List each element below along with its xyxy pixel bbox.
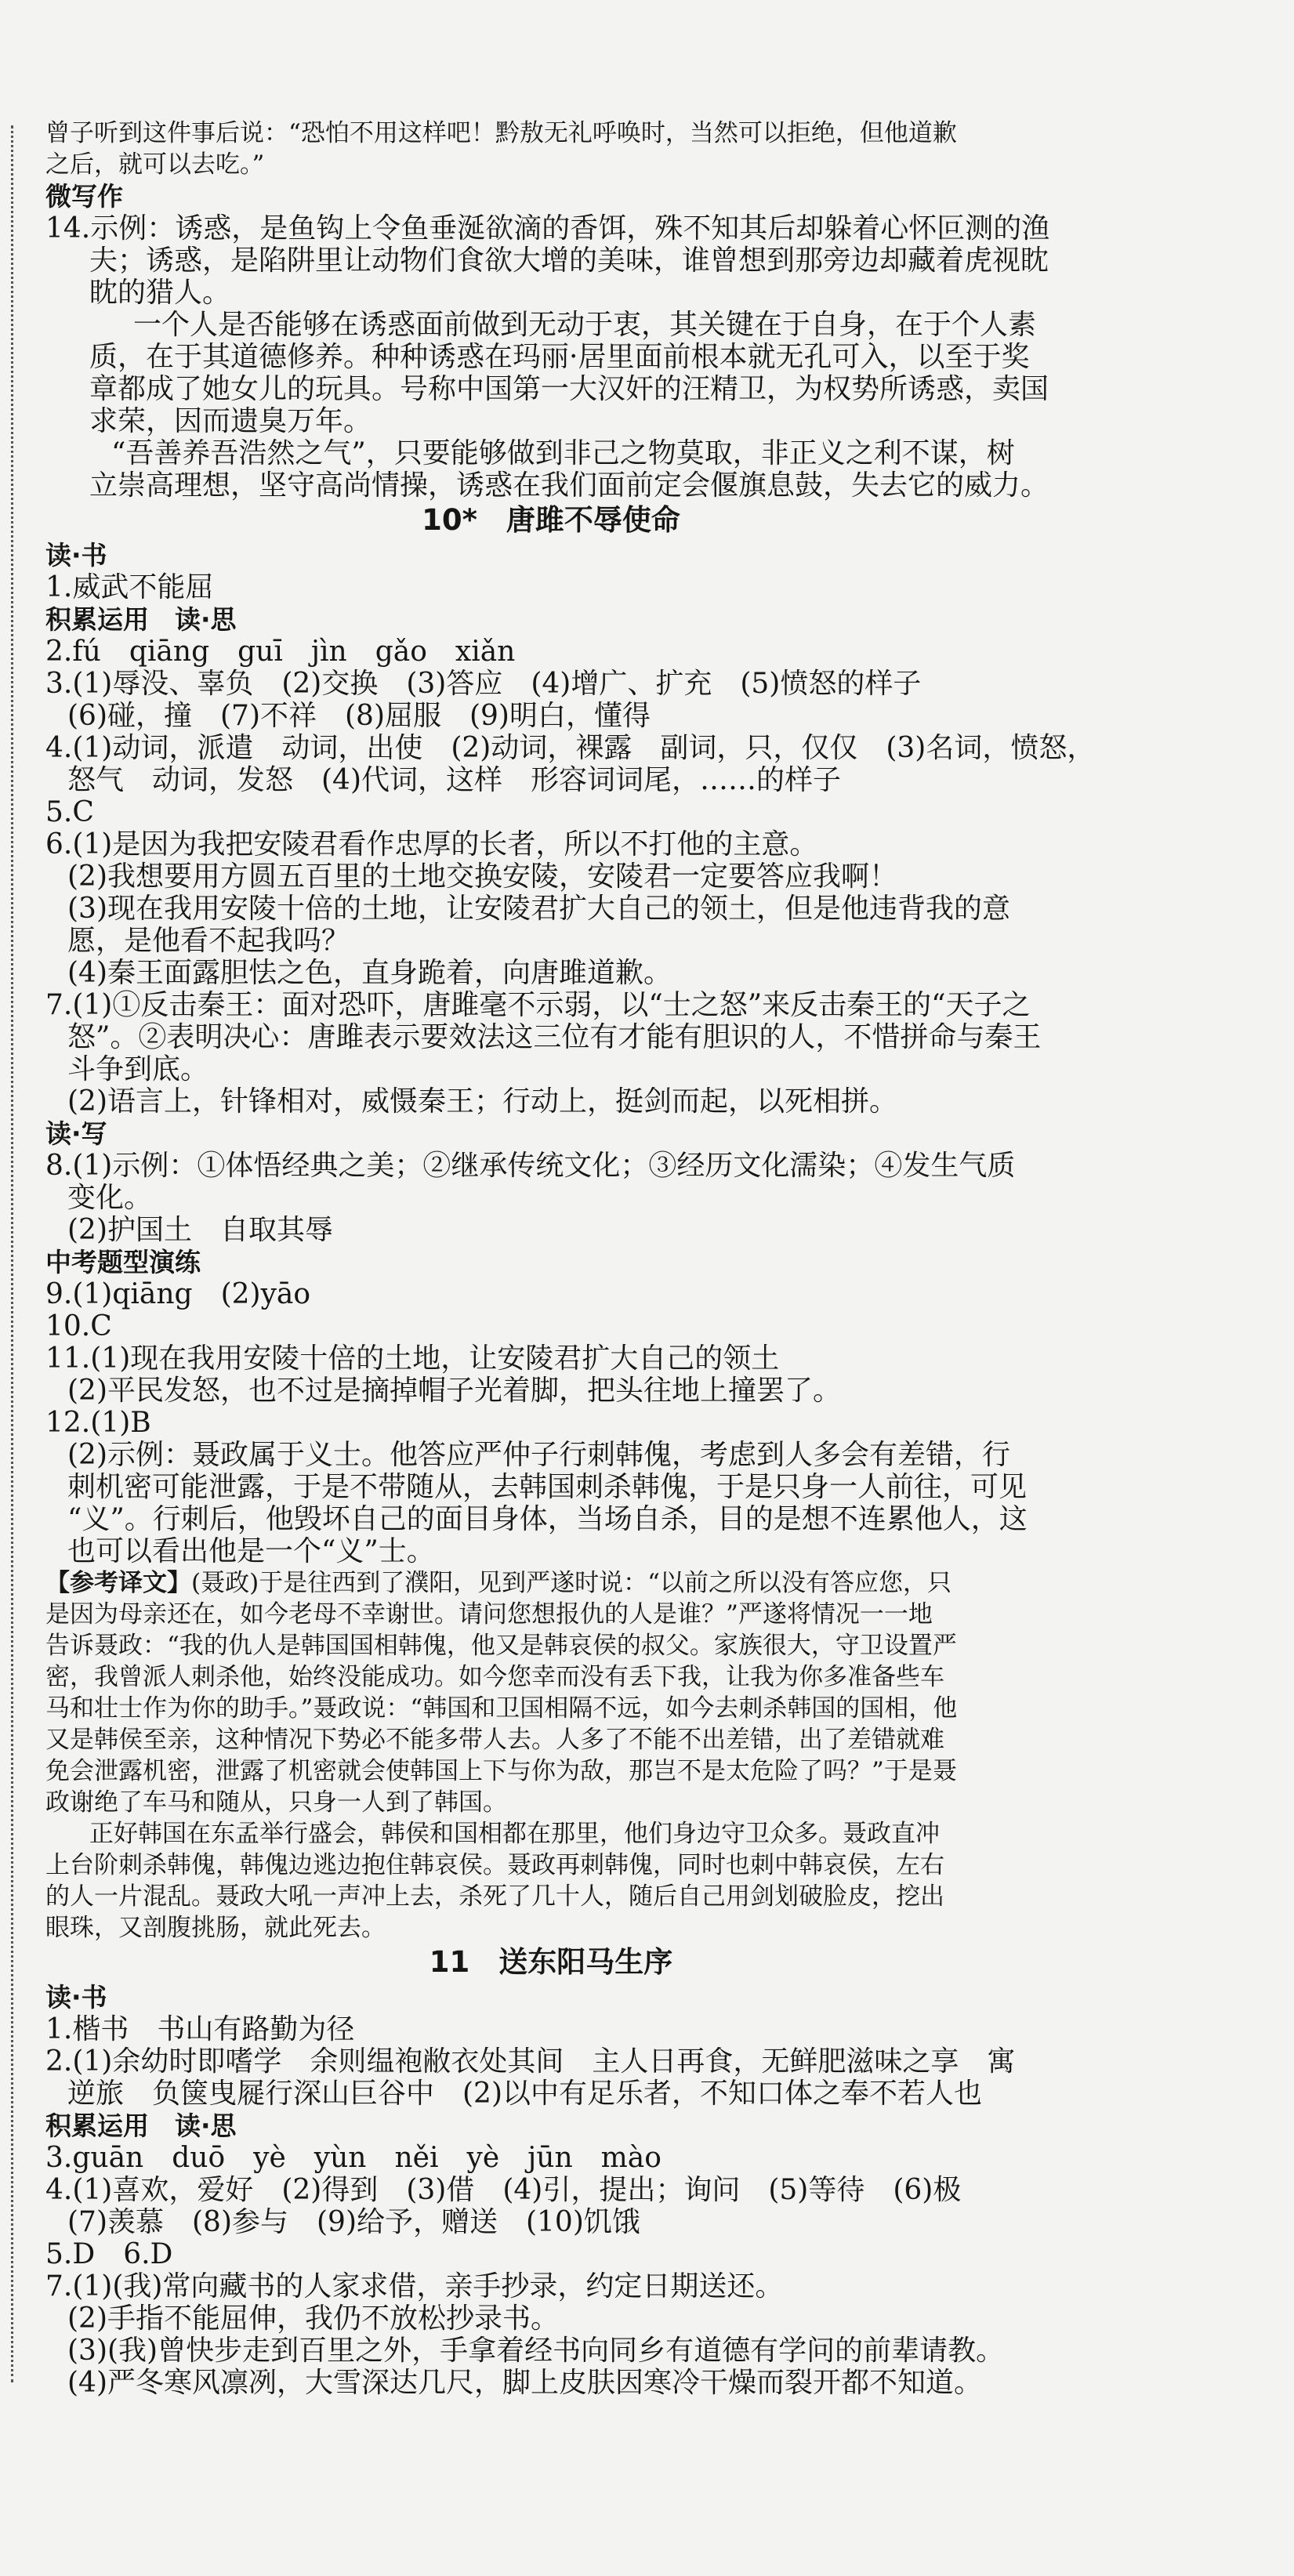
text-line: 怒”。②表明决心：唐雎表示要效法这三位有才能有胆识的人，不惜拼命与秦王: [67, 1021, 1042, 1053]
text-line: 怒气 动词，发怒 (4)代词，这样 形容词词尾，……的样子: [67, 764, 841, 796]
text-line: (2)手指不能屈伸，我仍不放松抄录书。: [67, 2302, 559, 2335]
text-line: 眼珠，又剖腹挑肠，就此死去。: [45, 1914, 386, 1942]
text-line: 曾子听到这件事后说：“恐怕不用这样吧！黔敖无礼呼唤时，当然可以拒绝，但他道歉: [45, 119, 957, 147]
text-line: (2)平民发怒，也不过是摘掉帽子光着脚，把头往地上撞罢了。: [67, 1375, 841, 1407]
text-line: 愿，是他看不起我吗？: [67, 925, 350, 957]
text-line: 4.(1)动词，派遣 动词，出使 (2)动词，裸露 副词，只，仅仅 (3)名词，愤怒，: [45, 732, 1096, 764]
text-line: 变化。: [67, 1182, 153, 1214]
text-line: 章都成了她女儿的玩具。号称中国第一大汉奸的汪精卫，为权势所诱惑，卖国: [89, 373, 1049, 405]
text-line: “义”。行刺后，他毁坏自己的面目身体，当场自杀，目的是想不连累他人，这: [67, 1503, 1028, 1535]
text-line: 8.(1)示例：①体悟经典之美；②继承传统文化；③经历文化濡染；④发生气质: [45, 1150, 1016, 1182]
text-line: (2)示例：聂政属于义士。他答应严仲子行刺韩傀，考虑到人多会有差错，行: [67, 1439, 1010, 1471]
text-line: 也可以看出他是一个“义”士。: [67, 1535, 435, 1567]
text-line: 1.威武不能屈: [45, 571, 214, 603]
text-line: 1.楷书 书山有路勤为径: [45, 2013, 355, 2045]
text-line: 9.(1)qiāng (2)yāo: [45, 1278, 311, 1310]
answer-content: [45, 118, 1096, 2399]
text-line: 一个人是否能够在诱惑面前做到无动于衷，其关键在于自身，在于个人素: [133, 309, 1037, 341]
lesson-title: 10* 唐雎不辱使命: [422, 503, 680, 537]
text-line: 告诉聂政：“我的仇人是韩国国相韩傀，他又是韩哀侯的叔父。家族很大，守卫设置严: [45, 1632, 957, 1660]
text-line: (3)现在我用安陵十倍的土地，让安陵君扩大自己的领土，但是他违背我的意: [67, 893, 1010, 925]
text-line: 12.(1)B: [45, 1407, 151, 1439]
text-line: 眈的猎人。: [89, 277, 231, 309]
text-line: 上台阶刺杀韩傀，韩傀边逃边抱住韩哀侯。聂政再刺韩傀，同时也刺中韩哀侯，左右: [45, 1851, 944, 1879]
text-line: 求荣，因而遗臭万年。: [89, 405, 372, 437]
text-line: “吾善养吾浩然之气”，只要能够做到非己之物莫取，非正义之利不谋，树: [111, 437, 1015, 469]
text-line: 政谢绝了车马和随从，只身一人到了韩国。: [45, 1788, 507, 1817]
text-line: 3.(1)辱没、辜负 (2)交换 (3)答应 (4)增广、扩充 (5)愤怒的样子: [45, 668, 922, 700]
section-heading: 读·书: [45, 1982, 107, 2013]
text-line: 夫；诱惑，是陷阱里让动物们食欲大增的美味，谁曾想到那旁边却藏着虎视眈: [89, 245, 1049, 277]
text-line: 7.(1)(我)常向藏书的人家求借，亲手抄录，约定日期送还。: [45, 2270, 784, 2302]
section-heading: 读·写: [45, 1118, 107, 1149]
text-line: 质，在于其道德修养。种种诱惑在玛丽·居里面前根本就无孔可入，以至于奖: [89, 341, 1030, 373]
text-line: 2.(1)余幼时即嗜学 余则缊袍敝衣处其间 主人日再食，无鲜肥滋味之享 寓: [45, 2045, 1016, 2078]
section-heading: 积累运用 读·思: [45, 604, 237, 635]
text-line: 是因为母亲还在，如今老母不幸谢世。请问您想报仇的人是谁？”严遂将情况一一地: [45, 1600, 933, 1629]
text-line: 之后，就可以去吃。”: [45, 150, 265, 179]
text-line: 的人一片混乱。聂政大吼一声冲上去，杀死了几十人，随后自己用剑划破脸皮，挖出: [45, 1882, 944, 1911]
section-heading: 中考题型演练: [45, 1247, 201, 1277]
text-line: (6)碰，撞 (7)不祥 (8)屈服 (9)明白，懂得: [67, 700, 651, 732]
text-line: 14.示例：诱惑，是鱼钩上令鱼垂涎欲滴的香饵，殊不知其后却躲着心怀叵测的渔: [45, 212, 1050, 245]
text-line: (2)语言上，针锋相对，威慑秦王；行动上，挺剑而起，以死相拼。: [67, 1085, 897, 1118]
text-line: (7)羡慕 (8)参与 (9)给予，赠送 (10)饥饿: [67, 2206, 640, 2238]
text-line: 6.(1)是因为我把安陵君看作忠厚的长者，所以不打他的主意。: [45, 828, 818, 860]
lesson-title: 11 送东阳马生序: [429, 1945, 673, 1979]
text-line: 马和壮士作为你的助手。”聂政说：“韩国和卫国相隔不远，如今去刺杀韩国的国相，他: [45, 1694, 958, 1723]
text-line: (4)秦王面露胆怯之色，直身跪着，向唐雎道歉。: [67, 957, 672, 989]
section-heading: 积累运用 读·思: [45, 2110, 237, 2141]
text-line: 正好韩国在东孟举行盛会，韩侯和国相都在那里，他们身边守卫众多。聂政直冲: [89, 1820, 940, 1848]
text-line: 免会泄露机密，泄露了机密就会使韩国上下与你为敌，那岂不是太危险了吗？”于是聂: [45, 1757, 957, 1785]
text-line: (4)严冬寒风凛冽，大雪深达几尺，脚上皮肤因寒冷干燥而裂开都不知道。: [67, 2367, 982, 2399]
text-line: 10.C: [45, 1310, 112, 1342]
text-line: 5.D 6.D: [45, 2238, 173, 2270]
text-line: 2.fú qiāng guī jìn gǎo xiǎn: [45, 636, 516, 668]
text-line: 4.(1)喜欢，爱好 (2)得到 (3)借 (4)引，提出；询问 (5)等待 (6)极: [45, 2174, 962, 2206]
text-line: 立崇高理想，坚守高尚情操，诱惑在我们面前定会偃旗息鼓，失去它的威力。: [89, 469, 1049, 502]
text-line: (2)我想要用方圆五百里的土地交换安陵，安陵君一定要答应我啊！: [67, 860, 897, 893]
section-heading: 读·书: [45, 540, 107, 571]
reference-translation-line: [45, 1567, 1057, 1599]
text-line: 逆旅 负箧曳屣行深山巨谷中 (2)以中有足乐者，不知口体之奉不若人也: [67, 2078, 982, 2110]
text-line: 又是韩侯至亲，这种情况下势必不能多带人去。人多了不能不出差错，出了差错就难: [45, 1726, 944, 1754]
text-line: 3.guān duō yè yùn něi yè jūn mào: [45, 2142, 661, 2174]
text-line: (2)护国土 自取其辱: [67, 1214, 333, 1246]
text-line: (聂政)于是往西到了濮阳，见到严遂时说：“以前之所以没有答应您，只: [191, 1569, 952, 1597]
binding-margin-rule: [11, 125, 13, 2382]
text-line: 11.(1)现在我用安陵十倍的土地，让安陵君扩大自己的领土: [45, 1342, 780, 1375]
text-line: (3)(我)曾快步走到百里之外，手拿着经书向同乡有道德有学问的前辈请教。: [67, 2335, 1005, 2367]
text-line: 7.(1)①反击秦王：面对恐吓，唐雎毫不示弱，以“士之怒”来反击秦王的“天子之: [45, 989, 1031, 1021]
text-line: 刺机密可能泄露，于是不带随从，去韩国刺杀韩傀，于是只身一人前往，可见: [67, 1471, 1028, 1503]
reference-translation-label: 【参考译文】: [45, 1569, 191, 1597]
text-line: 密，我曾派人刺杀他，始终没能成功。如今您幸而没有丢下我，让我为你多准备些车: [45, 1663, 944, 1691]
text-line: 5.C: [45, 796, 94, 828]
text-line: 斗争到底。: [67, 1053, 209, 1085]
section-heading: 微写作: [45, 181, 123, 212]
